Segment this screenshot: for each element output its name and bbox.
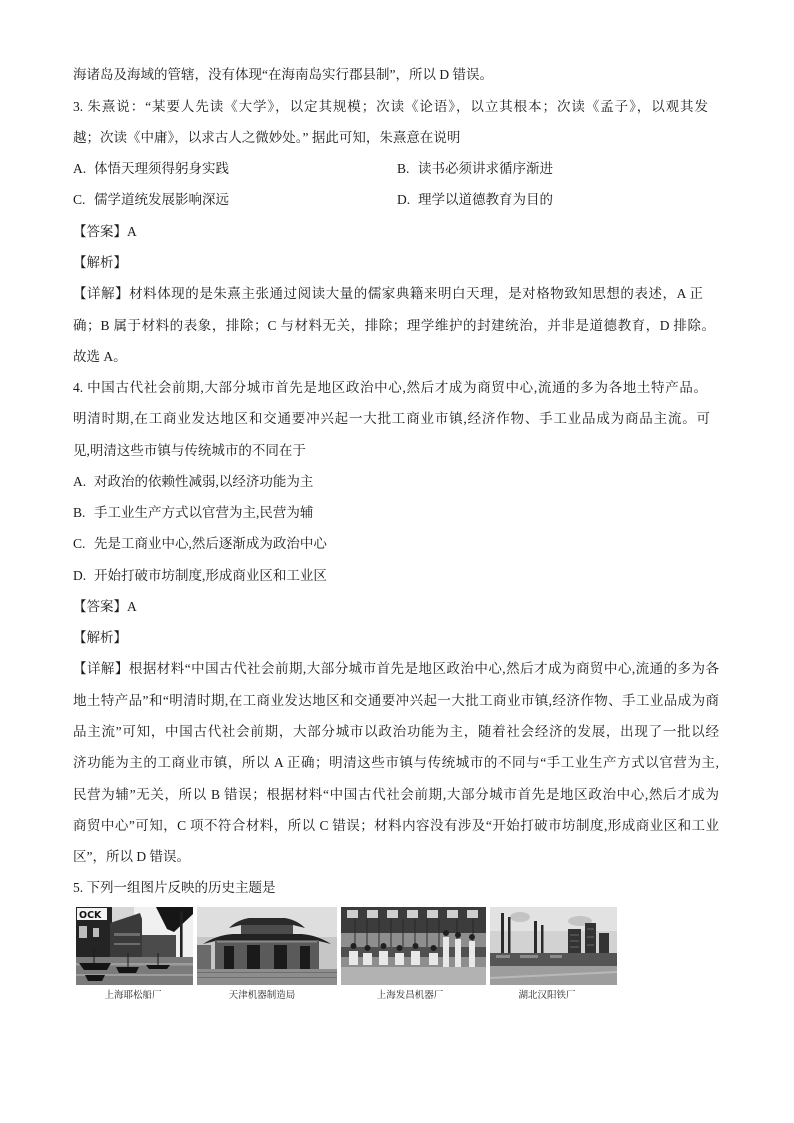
workshop-floor [341,967,486,985]
question-4-explanation-line: 【详解】根据材料“中国古代社会前期,大部分城市首先是地区政治中心,然后才成为商贸中心,流通的多为各 [73,661,719,677]
question-4-option-a [73,466,721,497]
question-3-stem-line: 越；次读《中庸》，以求古人之微妙处。” 据此可知，朱熹意在说明 [73,129,461,145]
building-roofs [496,955,562,958]
option-text: 先是工商业中心,然后逐渐成为政治中心 [94,536,327,552]
question-4-option-d [73,560,721,591]
question-4-explanation-line: 地土特产品”和“明清时期,在工商业发达地区和交通要冲兴起一大批工商业市镇,经济作物、手工业品成为商 [73,692,719,708]
question-4-explanation-line: 济功能为主的工商业市镇，所以 A 正确；明清这些市镇与传统城市的不同与“手工业生产方式以官营为主, [73,755,719,771]
option-label: A. [73,161,87,177]
option-text: 对政治的依赖性减弱,以经济功能为主 [94,473,314,489]
option-text: 手工业生产方式以官营为主,民营为辅 [94,505,314,521]
question-3-option-a [73,153,229,184]
question-4-analysis-heading: 【解析】 [73,630,127,646]
question-4-stem-line: 见,明清这些市镇与传统城市的不同在于 [73,442,306,458]
option-text: 理学以道德教育为目的 [418,192,553,208]
option-label: B. [73,505,86,521]
photo-shanghai-fachang-machine-works [341,907,486,985]
question-4-option-b [73,497,721,528]
option-text: 体悟天理须得躬身实践 [94,161,229,177]
question-4-explanation-line: 民营为辅”无关，所以 B 错误；根据材料“中国古代社会前期,大部分城市首先是地区政治中心,然后才成为 [73,786,719,802]
photo-caption: 湖北汉阳铁厂 [518,990,576,1001]
photo-tianjin-machinery-bureau [197,907,337,985]
eave-trim [217,941,317,943]
option-label: D. [397,192,411,208]
option-label: C. [73,192,86,208]
dock-sign-lettering: OCK [79,910,102,921]
option-text: 儒学道统发展影响深远 [94,192,229,208]
riverside-building [142,935,176,957]
question-4-option-c [73,528,721,559]
document-body [73,59,721,903]
question-3-analysis-heading: 【解析】 [73,254,127,270]
question-4-answer: 【答案】A [73,598,137,614]
question-3-explanation-line: 【详解】材料体现的是朱熹主张通过阅读大量的儒家典籍来明白天理，是对格物致知思想的表述，A 正 [73,286,703,302]
option-text: 读书必须讲求循序渐进 [418,161,553,177]
previous-explanation-tail: 海诸岛及海域的管辖，没有体现“在海南岛实行郡县制”，所以 D 错误。 [73,67,493,83]
question-3-option-b [397,153,553,184]
question-3-option-c [73,184,229,215]
option-label: D. [73,567,87,583]
mill-buildings [490,953,617,966]
question-4-explanation-line: 品主流”可知，中国古代社会前期，大部分城市以政治功能为主，随着社会经济的发展，出现了一批以经 [73,723,719,739]
photo-shanghai-yesong-shipyard [76,907,193,985]
question-4-stem-line: 4. 中国古代社会前期,大部分城市首先是地区政治中心,然后才成为商贸中心,流通的多为各地土特产品。 [73,380,707,396]
question-4-explanation-line: 商贸中心”可知，C 项不符合材料，所以 C 错误；材料内容没有涉及“开始打破市坊制度,形成商业区和工业 [73,817,719,833]
crane-mast [180,911,183,957]
question-3-option-d [397,184,553,215]
question-3-explanation-line: 确；B 属于材料的表象，排除；C 与材料无关，排除；理学维护的封建统治，并非是道德教育，D 排除。 [73,317,715,333]
upper-storey [241,925,293,935]
question-3-options-row [73,184,721,215]
option-text: 开始打破市坊制度,形成商业区和工业区 [94,567,327,583]
photo-caption: 天津机器制造局 [228,990,296,1001]
question-3-stem-line: 3. 朱熹说：“某要人先读《大学》，以定其规模；次读《论语》，以立其根本；次读《孟子》，以观其发 [73,98,708,114]
question-3-explanation-line: 故选 A。 [73,348,127,364]
question-3-options-row [73,153,721,184]
question-4-explanation-line: 区”，所以 D 错误。 [73,849,190,865]
side-building [197,945,211,969]
photo-caption: 上海耶松船厂 [104,990,162,1001]
photo-caption: 上海发昌机器厂 [376,990,444,1001]
option-label: C. [73,536,86,552]
question-5-stem: 5. 下列一组图片反映的历史主题是 [73,880,276,896]
option-label: A. [73,473,87,489]
question-4-stem-line: 明清时期,在工商业发达地区和交通要冲兴起一大批工商业市镇,经济作物、手工业品成为商品主流。可 [73,411,710,427]
question-3-answer: 【答案】A [73,223,137,239]
option-label: B. [397,161,410,177]
photo-hubei-hanyang-ironworks [490,907,617,985]
